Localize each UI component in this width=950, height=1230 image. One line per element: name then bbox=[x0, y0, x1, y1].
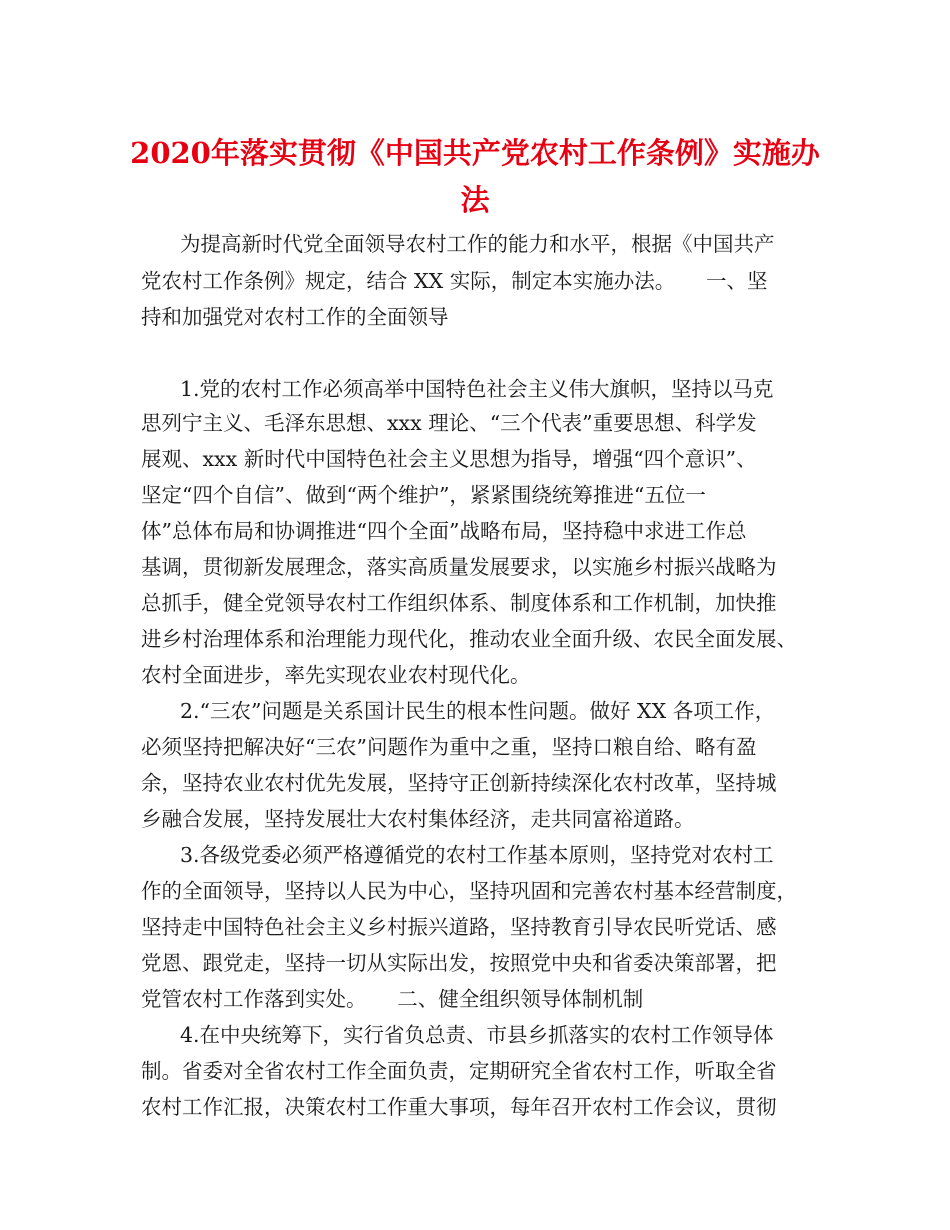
paragraph-2-line: 乡融合发展，坚持发展壮大农村集体经济，走共同富裕道路。 bbox=[141, 807, 695, 831]
paragraph-1-line: 进乡村治理体系和治理能力现代化，推动农业全面升级、农民全面发展、 bbox=[141, 627, 797, 651]
paragraph-3-line: 作的全面领导，坚持以人民为中心，坚持巩固和完善农村基本经营制度， bbox=[141, 879, 797, 903]
paragraph-1-line: 总抓手，健全党领导农村工作组织体系、制度体系和工作机制，加快推 bbox=[141, 591, 777, 615]
paragraph-intro-line: 为提高新时代党全面领导农村工作的能力和水平，根据《中国共产 bbox=[180, 232, 775, 256]
paragraph-intro-line: 持和加强党对农村工作的全面领导 bbox=[141, 305, 449, 329]
paragraph-2-line: 必须坚持把解决好“三农”问题作为重中之重，坚持口粮自给、略有盈 bbox=[141, 735, 757, 759]
paragraph-1-line: 坚定“四个自信”、做到“两个维护”，紧紧围绕统筹推进“五位一 bbox=[141, 483, 706, 507]
paragraph-2-line: 2.“三农”问题是关系国计民生的根本性问题。做好 XX 各项工作， bbox=[180, 699, 776, 723]
paragraph-3-line: 3.各级党委必须严格遵循党的农村工作基本原则，坚持党对农村工 bbox=[180, 843, 774, 867]
paragraph-2-line: 余，坚持农业农村优先发展，坚持守正创新持续深化农村改革，坚持城 bbox=[141, 771, 777, 795]
paragraph-3-line: 党恩、跟党走，坚持一切从实际出发，按照党中央和省委决策部署，把 bbox=[141, 951, 777, 975]
paragraph-4-line: 4.在中央统筹下，实行省负总责、市县乡抓落实的农村工作领导体 bbox=[180, 1023, 774, 1047]
paragraph-intro-line: 党农村工作条例》规定，结合 XX 实际，制定本实施办法。 一、坚 bbox=[141, 269, 768, 293]
paragraph-3-line: 坚持走中国特色社会主义乡村振兴道路，坚持教育引导农民听党话、感 bbox=[141, 915, 777, 939]
paragraph-1-line: 体”总体布局和协调推进“四个全面”战略布局，坚持稳中求进工作总 bbox=[141, 519, 747, 543]
paragraph-1-line: 展观、xxx 新时代中国特色社会主义思想为指导，增强“四个意识”、 bbox=[141, 447, 757, 471]
paragraph-1-line: 基调，贯彻新发展理念，落实高质量发展要求，以实施乡村振兴战略为 bbox=[141, 555, 777, 579]
paragraph-1-line: 思列宁主义、毛泽东思想、xxx 理论、“三个代表”重要思想、科学发 bbox=[141, 411, 757, 435]
document-title-line-2: 法 bbox=[460, 183, 490, 217]
paragraph-3-line: 党管农村工作落到实处。 二、健全组织领导体制机制 bbox=[141, 987, 644, 1011]
paragraph-1-line: 1.党的农村工作必须高举中国特色社会主义伟大旗帜，坚持以马克 bbox=[180, 377, 774, 401]
paragraph-1-line: 农村全面进步，率先实现农业农村现代化。 bbox=[141, 663, 531, 687]
document-title-line-1: 2020年落实贯彻《中国共产党农村工作条例》实施办 bbox=[130, 136, 820, 170]
paragraph-4-line: 制。省委对全省农村工作全面负责，定期研究全省农村工作，听取全省 bbox=[141, 1059, 777, 1083]
paragraph-4-line: 农村工作汇报，决策农村工作重大事项，每年召开农村工作会议，贯彻 bbox=[141, 1095, 777, 1119]
